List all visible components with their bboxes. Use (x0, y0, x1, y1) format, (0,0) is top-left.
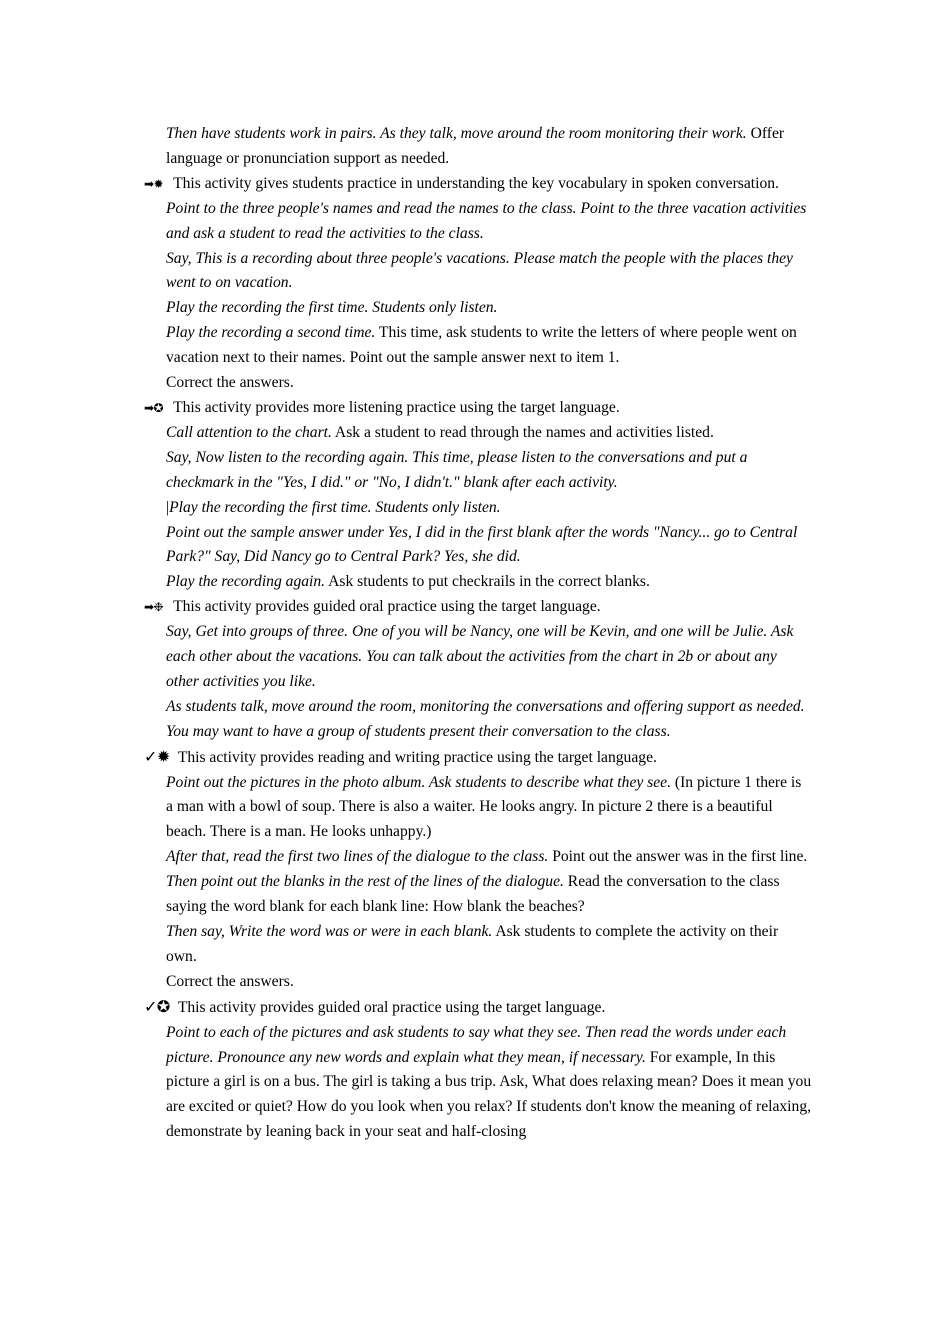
body-text: Ask students to complete the activity on their own. (166, 923, 779, 965)
instruction-paragraph (144, 771, 812, 846)
instruction-paragraph (144, 1021, 812, 1146)
instruction-paragraph (144, 247, 812, 297)
italic-text: Say, This is a recording about three people's vacations. Please match the people with the places they went to on vacation. (166, 249, 793, 292)
italic-text: Say, Get into groups of three. One of you will be Nancy, one will be Kevin, and one will be Julie. Ask each other about the vacations. You can talk about the activities from the chart in 2b or about any other activities you like. (166, 623, 794, 690)
body-text: This activity provides reading and writing practice using the target language. (177, 748, 657, 766)
activity-marker-icon: ✓✹ (144, 746, 170, 766)
activity-bullet-paragraph (144, 172, 812, 197)
instruction-paragraph (144, 870, 812, 920)
activity-marker-icon: ➡✹ (144, 176, 164, 191)
instruction-paragraph (144, 570, 812, 595)
italic-text: Then say, Write the word was or were in each blank. (166, 923, 493, 940)
instruction-paragraph (144, 620, 812, 695)
body-text: This activity provides guided oral practice using the target language. (173, 598, 601, 616)
italic-text: Then point out the blanks in the rest of the lines of the dialogue. (166, 873, 564, 891)
document-body (144, 122, 812, 1145)
body-text: This time, ask students to write the letters of where people went on vacation next to their names. Point out the sample answer next to item 1. (166, 324, 797, 367)
body-text: This activity provides guided oral practice using the target language. (177, 998, 606, 1016)
body-text: For example, In this picture a girl is on a bus. The girl is taking a bus trip. Ask, What does relaxing mean? Does it mean you are excited or quiet? How do you look when you relax? If students don't know the meaning of relaxing, demonstrate by leaning back in your seat and half-closing (166, 1048, 812, 1141)
instruction-paragraph (144, 496, 812, 521)
activity-bullet-paragraph (144, 745, 812, 771)
italic-text: Call attention to the chart. (166, 423, 332, 441)
activity-bullet-paragraph (144, 396, 812, 421)
instruction-paragraph (144, 321, 812, 371)
italic-text: After that, read the first two lines of the dialogue to the class. (166, 848, 549, 866)
italic-text: Point to the three people's names and read the names to the class. Point to the three vacation activities and ask a student to read the activities to the class. (166, 199, 807, 242)
italic-text: Say, Now listen to the recording again. This time, please listen to the conversations and put a checkmark in the "Yes, I did." or "No, I didn't." blank after each activity. (166, 448, 748, 491)
instruction-paragraph (144, 521, 812, 571)
italic-text: Play the recording a second time. (166, 324, 376, 342)
body-text: Point out the answer was in the first line. (548, 848, 808, 866)
italic-text: As students talk, move around the room, monitoring the conversations and offering support as needed. (166, 697, 805, 715)
instruction-paragraph (144, 421, 812, 446)
body-text: | (166, 498, 170, 516)
instruction-paragraph (144, 920, 812, 970)
instruction-paragraph (144, 446, 812, 496)
body-text: Ask students to put checkrails in the correct blanks. (325, 573, 650, 591)
body-text: (In picture 1 there is a man with a bowl of soup. There is also a waiter. He looks angry. In picture 2 there is a beautiful beach. There is a man. He looks unhappy.) (166, 773, 802, 841)
italic-text: Play the recording the first time. Students only listen. (169, 498, 501, 516)
body-text: Ask a student to read through the names and activities listed. (331, 423, 714, 441)
activity-bullet-paragraph (144, 995, 812, 1021)
italic-text: You may want to have a group of students present their conversation to the class. (166, 722, 671, 740)
body-text: This activity gives students practice in understanding the key vocabulary in spoken conversation. (173, 174, 779, 192)
italic-text: Point to each of the pictures and ask students to say what they see. Then read the words under each picture. Pronounce any new words and explain what they mean, if necessary. (166, 1023, 787, 1066)
activity-bullet-paragraph (144, 595, 812, 620)
instruction-paragraph (144, 122, 812, 172)
activity-marker-icon: ➡✪ (144, 400, 164, 415)
italic-text: Play the recording again. (166, 573, 326, 591)
italic-text: Point out the pictures in the photo album. Ask students to describe what they see. (166, 773, 671, 791)
italic-text: Then have students work in pairs. As they talk, move around the room monitoring their work. (166, 125, 747, 142)
instruction-paragraph (144, 720, 812, 745)
body-text: Correct the answers. (166, 374, 294, 392)
italic-text: Point out the sample answer under Yes, I did in the first blank after the words "Nancy... go to Central Park?" Say, Did Nancy go to Central Park? Yes, she did. (166, 523, 798, 566)
instruction-paragraph (144, 970, 812, 995)
instruction-paragraph (144, 695, 812, 720)
instruction-paragraph (144, 197, 812, 247)
body-text: This activity provides more listening practice using the target language. (173, 398, 620, 416)
body-text: Offer language or pronunciation support as needed. (166, 125, 785, 167)
activity-marker-icon: ✓✪ (144, 996, 170, 1016)
instruction-paragraph (144, 371, 812, 396)
activity-marker-icon: ➡❉ (144, 600, 164, 615)
body-text: Read the conversation to the class saying the word blank for each blank line: How blank the beaches? (166, 873, 780, 916)
italic-text: Play the recording the first time. Students only listen. (166, 299, 498, 317)
instruction-paragraph (144, 845, 812, 870)
body-text: Correct the answers. (166, 972, 294, 990)
instruction-paragraph (144, 296, 812, 321)
